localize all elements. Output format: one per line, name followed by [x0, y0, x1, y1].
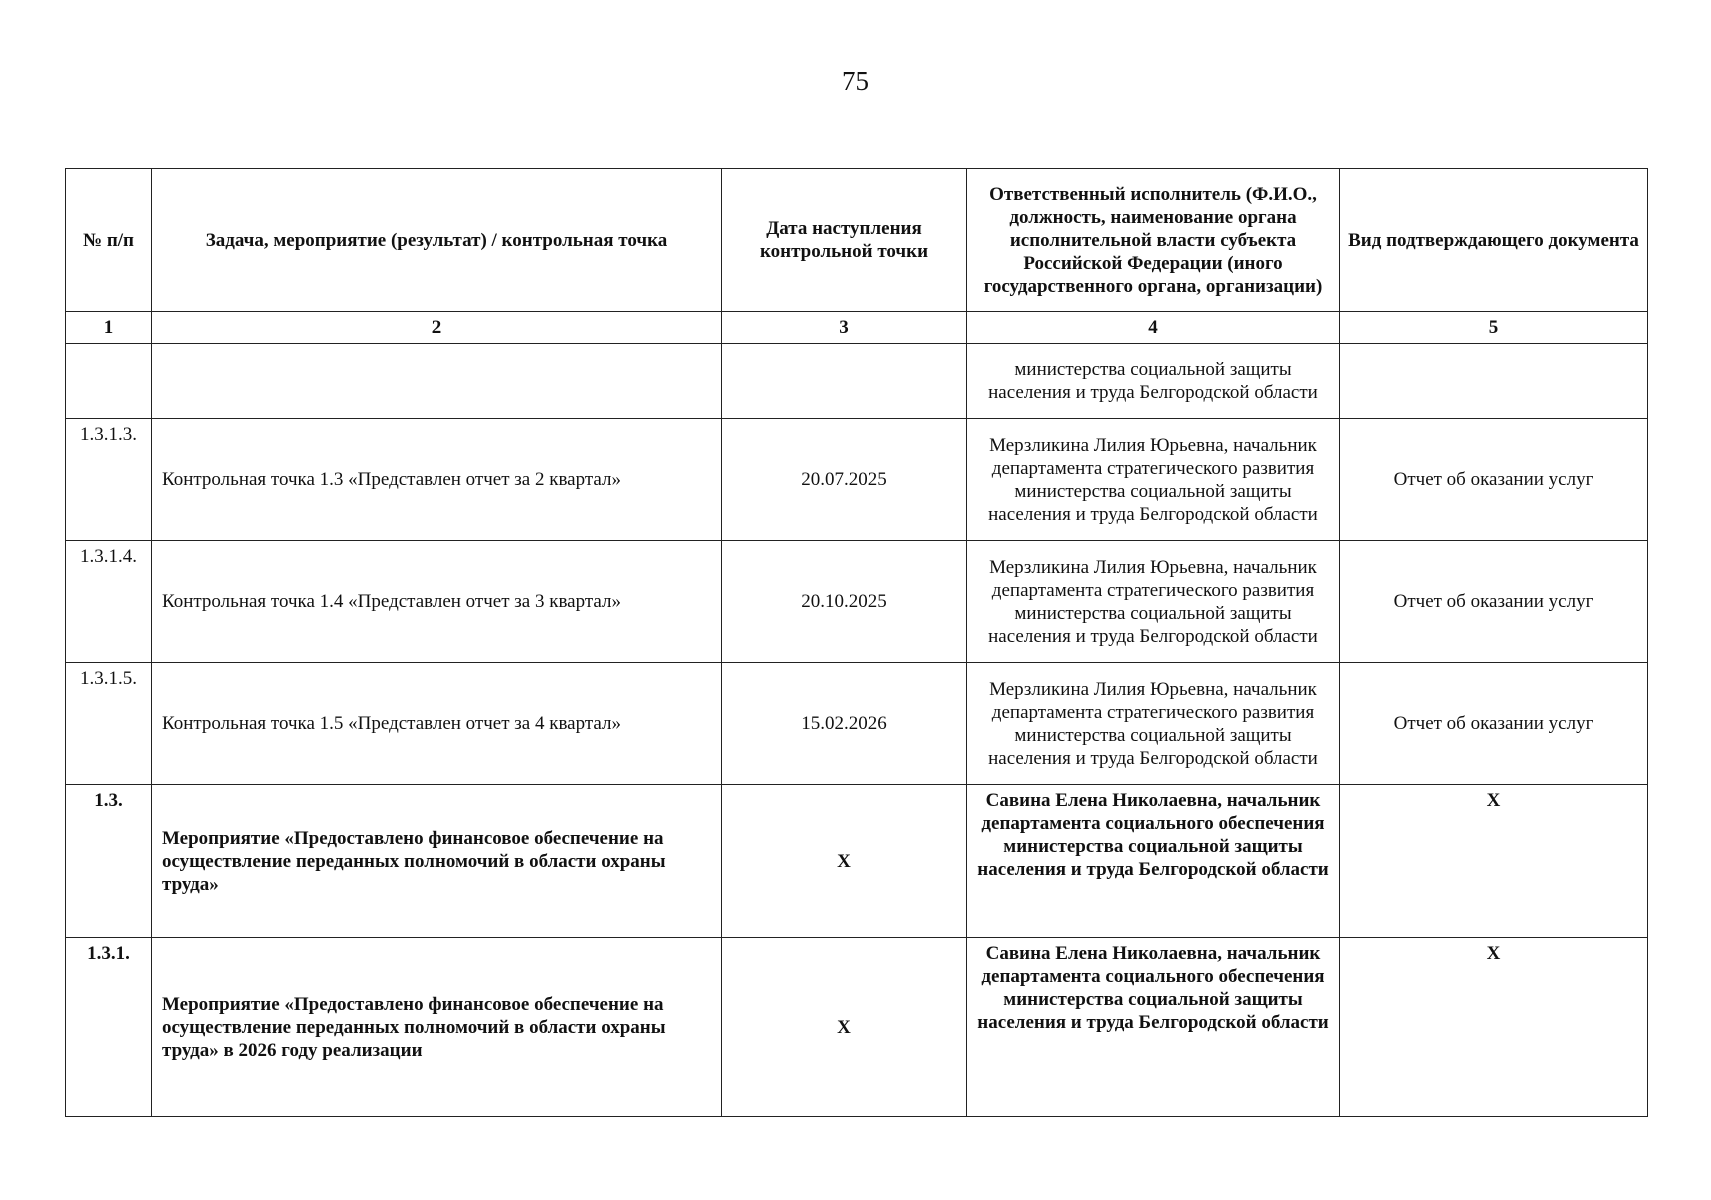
table-row — [66, 419, 1648, 541]
column-number: 2 — [152, 312, 722, 344]
header-document: Вид подтверждающего документа — [1340, 169, 1648, 312]
table-row — [66, 938, 1648, 1117]
row-task: Мероприятие «Предоставлено финансовое обеспечение на осуществление переданных полномочий в области охраны труда» — [152, 785, 722, 938]
row-task: Контрольная точка 1.5 «Представлен отчет за 4 квартал» — [152, 663, 722, 785]
row-number: 1.3.1. — [66, 938, 152, 1117]
control-points-table — [65, 168, 1648, 1117]
header-number: № п/п — [66, 169, 152, 312]
table-row — [66, 541, 1648, 663]
row-responsible: Савина Елена Николаевна, начальник департамента социального обеспечения министерства социальной защиты населения и труда Белгородской области — [967, 785, 1340, 938]
row-task: Мероприятие «Предоставлено финансовое обеспечение на осуществление переданных полномочий в области охраны труда» в 2026 году реализации — [152, 938, 722, 1117]
table-row — [66, 344, 1648, 419]
row-document: Отчет об оказании услуг — [1340, 663, 1648, 785]
column-number: 3 — [722, 312, 967, 344]
table-row — [66, 785, 1648, 938]
table-header-row — [66, 169, 1648, 312]
column-number: 4 — [967, 312, 1340, 344]
row-date: 20.07.2025 — [722, 419, 967, 541]
row-document: Отчет об оказании услуг — [1340, 419, 1648, 541]
row-document: Отчет об оказании услуг — [1340, 541, 1648, 663]
table-row — [66, 663, 1648, 785]
row-date — [722, 344, 967, 419]
row-number: 1.3. — [66, 785, 152, 938]
header-task: Задача, мероприятие (результат) / контрольная точка — [152, 169, 722, 312]
row-document — [1340, 344, 1648, 419]
column-number: 1 — [66, 312, 152, 344]
row-number: 1.3.1.3. — [66, 419, 152, 541]
header-date: Дата наступления контрольной точки — [722, 169, 967, 312]
row-number — [66, 344, 152, 419]
row-date: 20.10.2025 — [722, 541, 967, 663]
row-responsible: министерства социальной защиты населения и труда Белгородской области — [967, 344, 1340, 419]
row-number: 1.3.1.4. — [66, 541, 152, 663]
row-task — [152, 344, 722, 419]
row-date: X — [722, 785, 967, 938]
row-responsible: Мерзликина Лилия Юрьевна, начальник департамента стратегического развития министерства социальной защиты населения и труда Белгородской области — [967, 541, 1340, 663]
column-number: 5 — [1340, 312, 1648, 344]
row-responsible: Мерзликина Лилия Юрьевна, начальник департамента стратегического развития министерства социальной защиты населения и труда Белгородской области — [967, 419, 1340, 541]
row-number: 1.3.1.5. — [66, 663, 152, 785]
row-document: X — [1340, 785, 1648, 938]
header-responsible: Ответственный исполнитель (Ф.И.О., должность, наименование органа исполнительной власти субъекта Российской Федерации (иного государственного органа, организации) — [967, 169, 1340, 312]
row-responsible: Мерзликина Лилия Юрьевна, начальник департамента стратегического развития министерства социальной защиты населения и труда Белгородской области — [967, 663, 1340, 785]
row-task: Контрольная точка 1.3 «Представлен отчет за 2 квартал» — [152, 419, 722, 541]
row-date: 15.02.2026 — [722, 663, 967, 785]
row-date: X — [722, 938, 967, 1117]
column-numbers-row — [66, 312, 1648, 344]
row-document: X — [1340, 938, 1648, 1117]
row-task: Контрольная точка 1.4 «Представлен отчет за 3 квартал» — [152, 541, 722, 663]
page-number: 75 — [842, 66, 869, 96]
row-responsible: Савина Елена Николаевна, начальник департамента социального обеспечения министерства социальной защиты населения и труда Белгородской области — [967, 938, 1340, 1117]
